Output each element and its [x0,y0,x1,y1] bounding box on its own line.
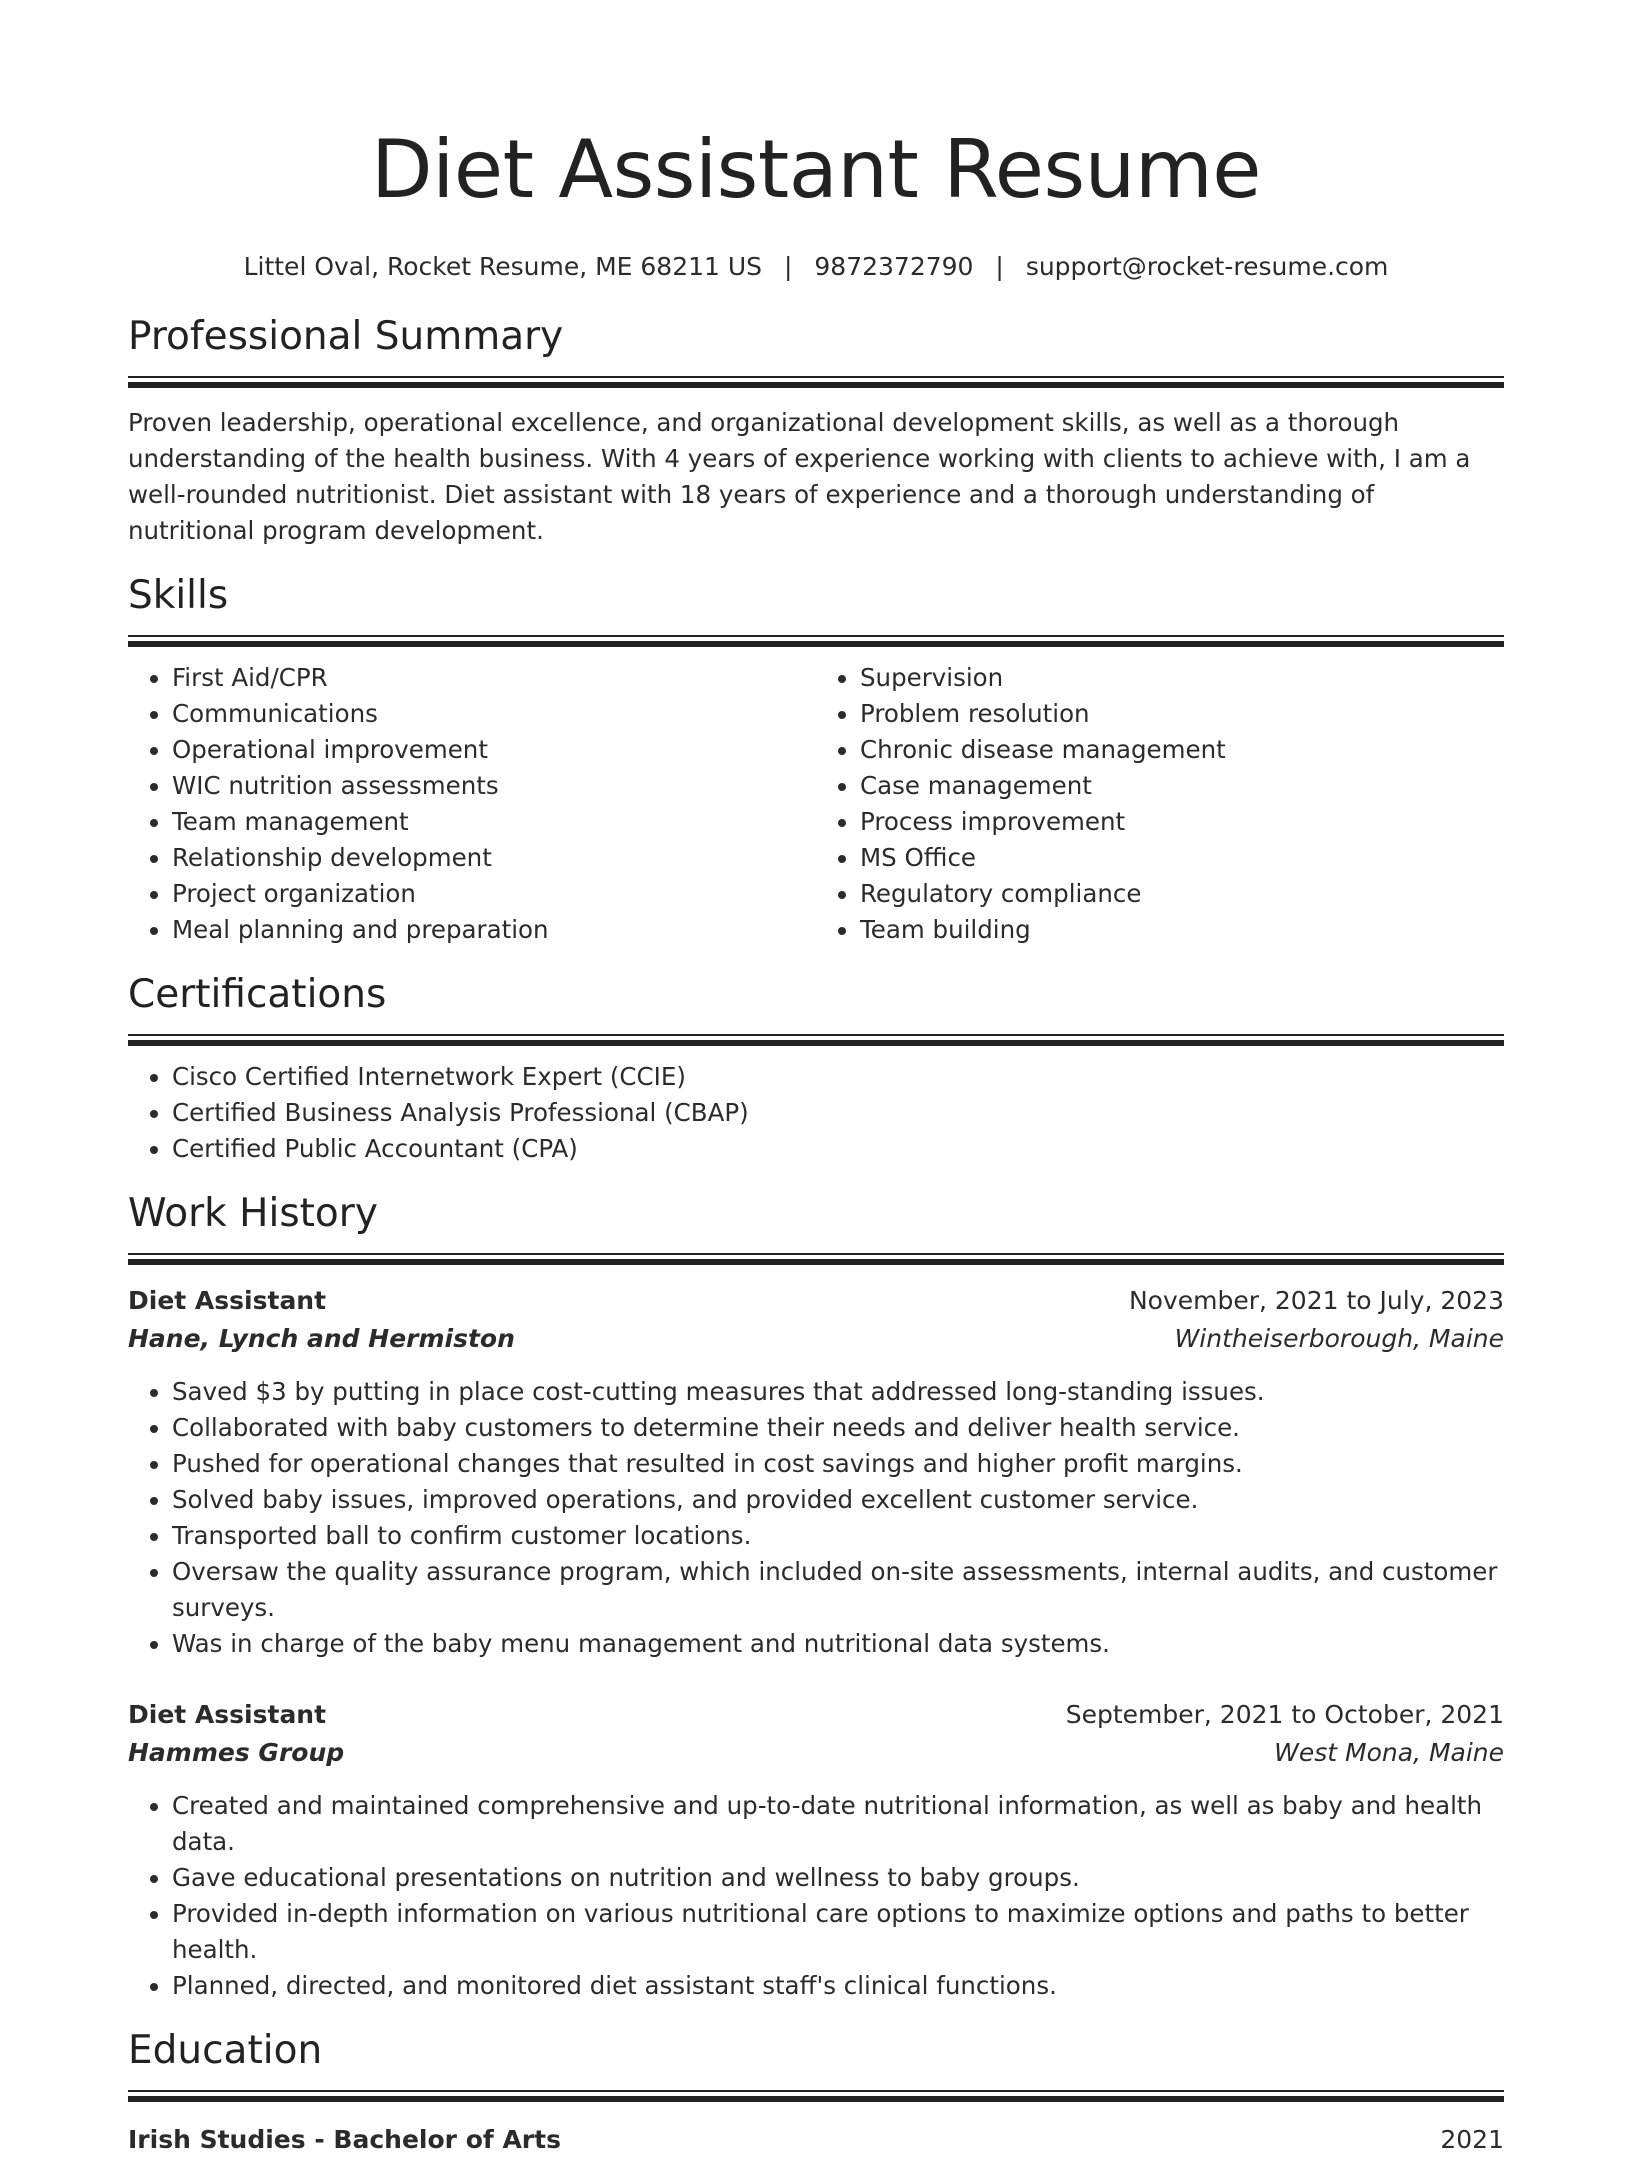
job-duty: • Collaborated with baby customers to determine their needs and deliver health service. [172,1410,1504,1446]
job-company: Hane, Lynch and Hermiston [128,1324,515,1353]
job-dates: November, 2021 to July, 2023 [1128,1286,1504,1315]
skill-item: • Team management [172,804,816,840]
skill-item: • WIC nutrition assessments [172,768,816,804]
contact-phone: 9872372790 [814,252,974,281]
job-duty: • Oversaw the quality assurance program, which included on-site assessments, internal audits, and customer surveys. [172,1554,1504,1626]
job-duty: • Provided in-depth information on various nutritional care options to maximize options and paths to better health. [172,1896,1504,1968]
education-entry [128,2121,1504,2159]
skill-item: • Chronic disease management [860,732,1504,768]
section-divider [128,1034,1504,1045]
certifications-list [128,1059,1504,1167]
section-divider [128,2090,1504,2101]
skill-item: • Communications [172,696,816,732]
work-history-section [128,1189,1504,2004]
skill-item: • Project organization [172,876,816,912]
job-duty: • Gave educational presentations on nutrition and wellness to baby groups. [172,1860,1504,1896]
contact-separator: | [784,252,793,281]
skill-item: • Meal planning and preparation [172,912,816,948]
contact-separator: | [995,252,1004,281]
skills-columns [128,646,1504,948]
section-divider [128,376,1504,387]
job-duty: • Was in charge of the baby menu management and nutritional data systems. [172,1626,1504,1662]
skills-list-right [816,660,1504,948]
job-duty: • Saved $3 by putting in place cost-cutting measures that addressed long-standing issues. [172,1374,1504,1410]
education-section [128,2026,1504,2159]
job-duties-list [128,1788,1504,2004]
job-duty: • Created and maintained comprehensive and up-to-date nutritional information, as well as baby and health data. [172,1788,1504,1860]
contact-email: support@rocket-resume.com [1025,252,1389,281]
education-heading: Education [128,2028,323,2073]
skill-item: • Case management [860,768,1504,804]
job-title: Diet Assistant [128,1700,327,1729]
job-duty: • Planned, directed, and monitored diet assistant staff's clinical functions. [172,1968,1504,2004]
summary-text: Proven leadership, operational excellence, and organizational development skills, as well as a thorough understanding of the health business. With 4 years of experience working with clients to achieve with, I am a well-rounded nutritionist. Diet assistant with 18 years of experience and a thorough understanding of nutritional program development. [128,408,1471,545]
certifications-heading: Certifications [128,972,387,1017]
skill-item: • First Aid/CPR [172,660,816,696]
certifications-section [128,970,1504,1167]
skills-heading: Skills [128,573,229,618]
skill-item: • Operational improvement [172,732,816,768]
job-company: Hammes Group [128,1738,345,1767]
contact-address: Littel Oval, Rocket Resume, ME 68211 US [243,252,763,281]
job-duty: • Transported ball to confirm customer locations. [172,1518,1504,1554]
job-entry [128,1282,1504,1662]
education-year: 2021 [1440,2125,1504,2154]
work-history-heading: Work History [128,1191,378,1236]
job-dates: September, 2021 to October, 2021 [1065,1700,1504,1729]
job-duties-list [128,1374,1504,1662]
skills-list-left [128,660,816,948]
skill-item: • Problem resolution [860,696,1504,732]
contact-line [128,250,1504,284]
certification-item: • Cisco Certified Internetwork Expert (CCIE) [172,1059,1504,1095]
skills-section [128,571,1504,948]
job-duty: • Solved baby issues, improved operations, and provided excellent customer service. [172,1482,1504,1518]
resume-title: Diet Assistant Resume [371,123,1261,216]
certification-item: • Certified Business Analysis Professional (CBAP) [172,1095,1504,1131]
certification-item: • Certified Public Accountant (CPA) [172,1131,1504,1167]
job-duty: • Pushed for operational changes that resulted in cost savings and higher profit margins. [172,1446,1504,1482]
job-title: Diet Assistant [128,1286,327,1315]
skill-item: • Process improvement [860,804,1504,840]
job-entry [128,1696,1504,2004]
job-location: West Mona, Maine [1274,1738,1504,1767]
section-divider [128,635,1504,646]
skill-item: • Relationship development [172,840,816,876]
section-divider [128,1253,1504,1264]
summary-heading: Professional Summary [128,314,564,359]
skill-item: • Supervision [860,660,1504,696]
skill-item: • MS Office [860,840,1504,876]
job-location: Wintheiserborough, Maine [1174,1324,1504,1353]
education-degree: Irish Studies - Bachelor of Arts [128,2125,561,2154]
skill-item: • Team building [860,912,1504,948]
skill-item: • Regulatory compliance [860,876,1504,912]
summary-section [128,312,1504,549]
